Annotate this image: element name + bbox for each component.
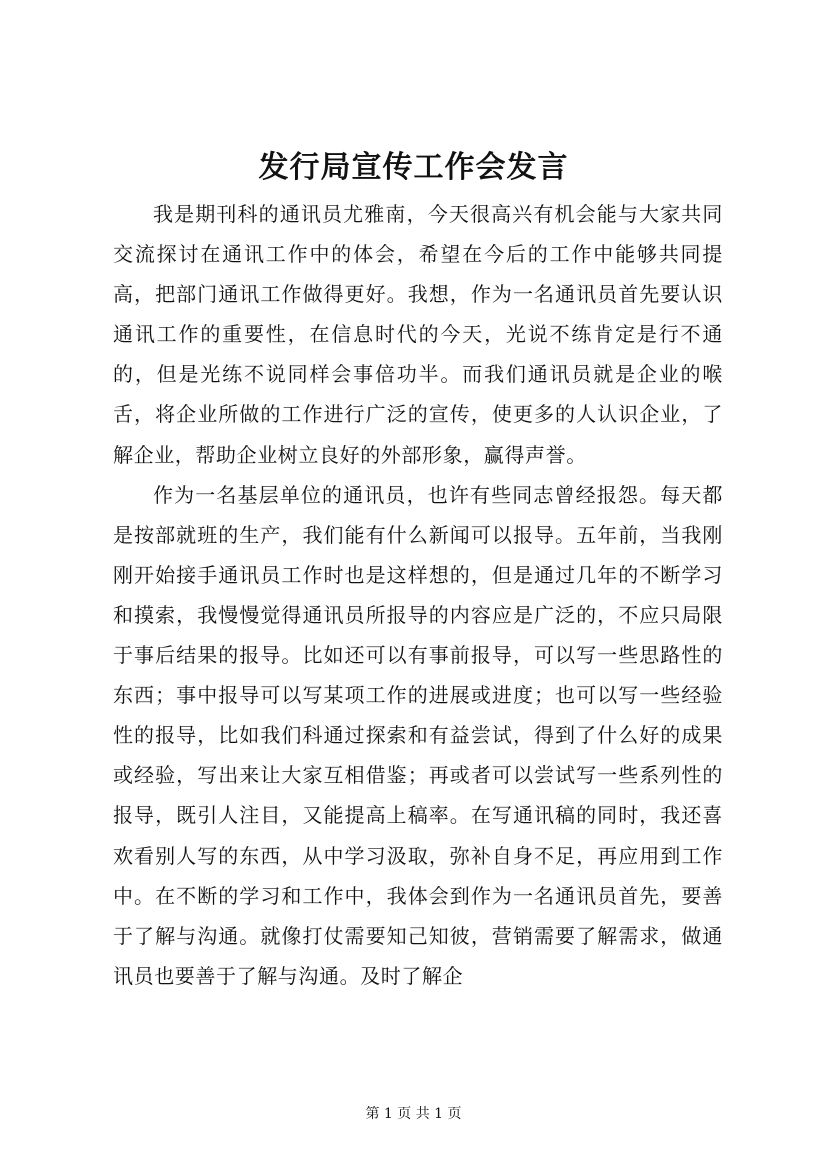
paragraph: 我是期刊科的通讯员尤雅南，今天很高兴有机会能与大家共同交流探讨在通讯工作中的体会，希望在今后的工作中能够共同提高，把部门通讯工作做得更好。我想，作为一名通讯员首先要认识通讯工作的重要性，在信息时代的今天，光说不练肯定是行不通的，但是光练不说同样会事倍功半。而我们通讯员就是企业的喉舌，将企业所做的工作进行广泛的宣传，使更多的人认识企业，了解企业，帮助企业树立良好的外部形象，赢得声誉。: [113, 202, 723, 467]
paragraph: 作为一名基层单位的通讯员，也许有些同志曾经报怨。每天都是按部就班的生产，我们能有什么新闻可以报导。五年前，当我刚刚开始接手通讯员工作时也是这样想的，但是通过几年的不断学习和摸索，我慢慢觉得通讯员所报导的内容应是广泛的，不应只局限于事后结果的报导。比如还可以有事前报导，可以写一些思路性的东西；事中报导可以写某项工作的进展或进度；也可以写一些经验性的报导，比如我们科通过探索和有益尝试，得到了什么好的成果或经验，写出来让大家互相借鉴；再或者可以尝试写一些系列性的报导，既引人注目，又能提高上稿率。在写通讯稿的同时，我还喜欢看别人写的东西，从中学习汲取，弥补自身不足，再应用到工作中。在不断的学习和工作中，我体会到作为一名通讯员首先，要善于了解与沟通。就像打仗需要知己知彼，营销需要了解需求，做通讯员也要善于了解与沟通。及时了解企: [113, 482, 723, 988]
page-footer: 第 1 页 共 1 页: [365, 1106, 462, 1122]
document-title: 发行局宣传工作会发言: [258, 150, 569, 185]
document-body: [113, 194, 723, 996]
